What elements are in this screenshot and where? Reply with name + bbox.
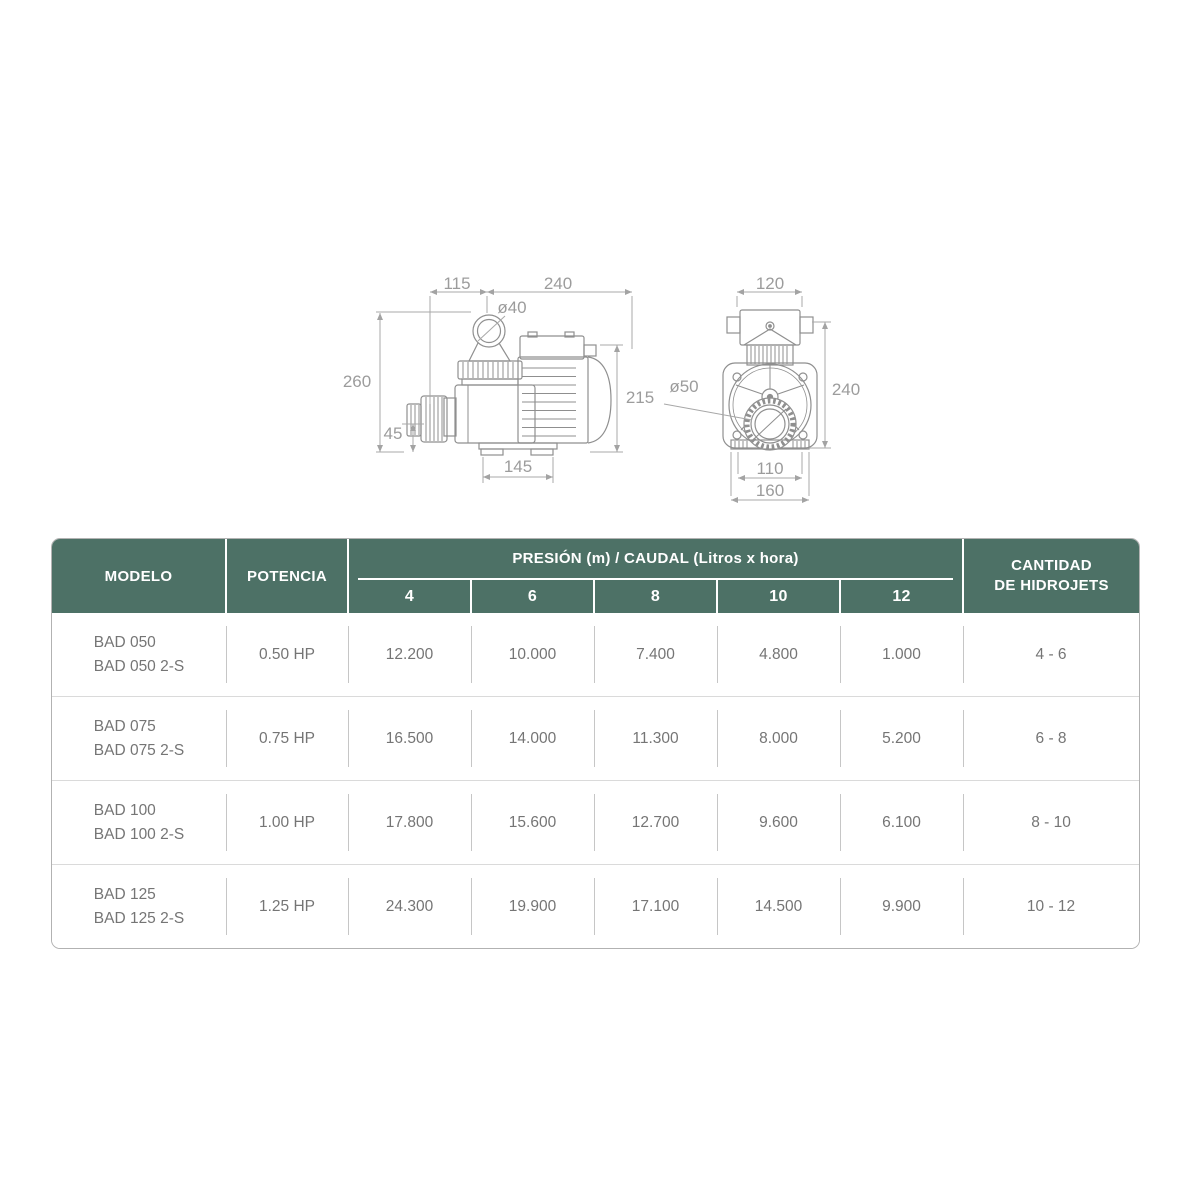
model-name-line2: BAD 075 2-S <box>93 741 185 759</box>
table-row-bad125 <box>52 865 1139 949</box>
cell-caudal-12: 9.900 <box>840 865 963 949</box>
hidrojets-header-line1: CANTIDAD <box>1011 556 1092 574</box>
cell-caudal-6: 19.900 <box>471 865 594 949</box>
cell-caudal-4: 16.500 <box>348 697 471 781</box>
side-view-drawing <box>407 315 611 455</box>
cell-model <box>52 697 226 781</box>
front-view-drawing <box>723 310 817 450</box>
model-name-line2: BAD 125 2-S <box>93 909 185 927</box>
subcolumn-header-6: 6 <box>471 580 594 613</box>
cell-power: 0.75 HP <box>226 697 348 781</box>
cell-model <box>52 781 226 865</box>
model-name-line1: BAD 050 <box>93 634 156 652</box>
cell-caudal-8: 11.300 <box>594 697 717 781</box>
table-row-bad050 <box>52 613 1139 697</box>
cell-model <box>52 865 226 949</box>
dim-label-inlet-diameter: ø40 <box>497 298 527 317</box>
dim-label-outlet-diameter: ø50 <box>669 377 699 396</box>
spec-table-header <box>52 539 1139 613</box>
model-name-line1: BAD 075 <box>93 718 156 736</box>
subcolumn-header-12: 12 <box>840 580 963 613</box>
column-group-header-presion-caudal <box>348 539 963 580</box>
dim-label-240-top: 240 <box>543 274 573 293</box>
spec-table-container <box>51 538 1140 949</box>
hidrojets-header-line2: DE HIDROJETS <box>994 577 1109 594</box>
dim-label-120: 120 <box>755 274 785 293</box>
spec-table-body <box>52 613 1139 948</box>
model-name-line1: BAD 125 <box>93 886 156 904</box>
column-header-potencia: POTENCIA <box>226 539 348 613</box>
cell-caudal-8: 17.100 <box>594 865 717 949</box>
cell-caudal-12: 1.000 <box>840 613 963 697</box>
spec-table <box>52 539 1139 948</box>
cell-power: 0.50 HP <box>226 613 348 697</box>
table-row-bad075 <box>52 697 1139 781</box>
dim-label-45: 45 <box>383 424 403 443</box>
cell-caudal-8: 7.400 <box>594 613 717 697</box>
side-view-dimensions <box>376 292 632 483</box>
column-header-modelo: MODELO <box>52 539 226 613</box>
cell-caudal-4: 17.800 <box>348 781 471 865</box>
dim-label-215: 215 <box>625 388 655 407</box>
cell-model <box>52 613 226 697</box>
dim-label-260: 260 <box>342 372 372 391</box>
cell-power: 1.00 HP <box>226 781 348 865</box>
dim-label-240-right: 240 <box>831 380 861 399</box>
pump-technical-drawing <box>325 255 870 513</box>
cell-caudal-12: 5.200 <box>840 697 963 781</box>
cell-hidrojets: 8 - 10 <box>963 781 1139 865</box>
table-row-bad100 <box>52 781 1139 865</box>
dim-label-145: 145 <box>503 457 533 476</box>
cell-caudal-8: 12.700 <box>594 781 717 865</box>
cell-caudal-10: 14.500 <box>717 865 840 949</box>
cell-caudal-6: 14.000 <box>471 697 594 781</box>
dim-label-115: 115 <box>443 274 471 293</box>
cell-caudal-6: 15.600 <box>471 781 594 865</box>
dim-label-110: 110 <box>756 459 784 478</box>
model-name-line2: BAD 100 2-S <box>93 825 185 843</box>
cell-caudal-6: 10.000 <box>471 613 594 697</box>
subcolumn-header-8: 8 <box>594 580 717 613</box>
cell-caudal-10: 4.800 <box>717 613 840 697</box>
subcolumn-header-4: 4 <box>348 580 471 613</box>
cell-hidrojets: 6 - 8 <box>963 697 1139 781</box>
cell-hidrojets: 10 - 12 <box>963 865 1139 949</box>
cell-caudal-4: 12.200 <box>348 613 471 697</box>
dim-label-160: 160 <box>755 481 785 500</box>
cell-caudal-4: 24.300 <box>348 865 471 949</box>
subcolumn-header-10: 10 <box>717 580 840 613</box>
cell-caudal-10: 9.600 <box>717 781 840 865</box>
column-header-hidrojets <box>963 539 1139 613</box>
cell-caudal-12: 6.100 <box>840 781 963 865</box>
group-header-label: PRESIÓN (m) / CAUDAL (Litros x hora) <box>358 539 953 580</box>
model-name-line1: BAD 100 <box>93 802 156 820</box>
cell-hidrojets: 4 - 6 <box>963 613 1139 697</box>
cell-power: 1.25 HP <box>226 865 348 949</box>
model-name-line2: BAD 050 2-S <box>93 657 185 675</box>
cell-caudal-10: 8.000 <box>717 697 840 781</box>
